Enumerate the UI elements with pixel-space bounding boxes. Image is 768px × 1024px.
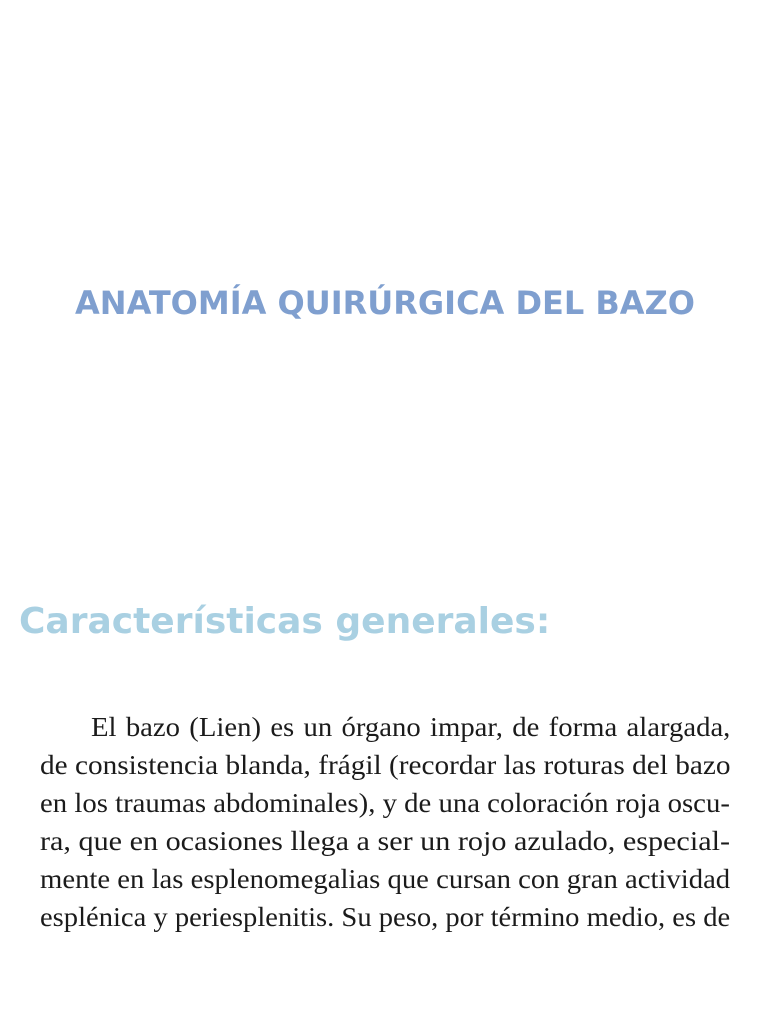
scanned-text-line-5: mente en las esplenomegalias que cursan con gran actividad	[40, 864, 731, 894]
scanned-text-line-3: en los traumas abdominales), y de una coloración roja oscu-	[40, 788, 730, 818]
slide-title: ANATOMÍA QUIRÚRGICA DEL BAZO	[75, 284, 695, 322]
section-subtitle: Características generales:	[19, 601, 551, 642]
scanned-text-line-6: esplénica y periesplenitis. Su peso, por término medio, es de	[40, 902, 731, 932]
scanned-text-line-4: ra, que en ocasiones llega a ser un rojo azulado, especial-	[40, 826, 731, 856]
scanned-text-line-1: El bazo (Lien) es un órgano impar, de forma alargada,	[91, 712, 731, 742]
scanned-text-line-2: de consistencia blanda, frágil (recordar las roturas del bazo	[40, 750, 731, 780]
scanned-text-image	[40, 708, 730, 936]
